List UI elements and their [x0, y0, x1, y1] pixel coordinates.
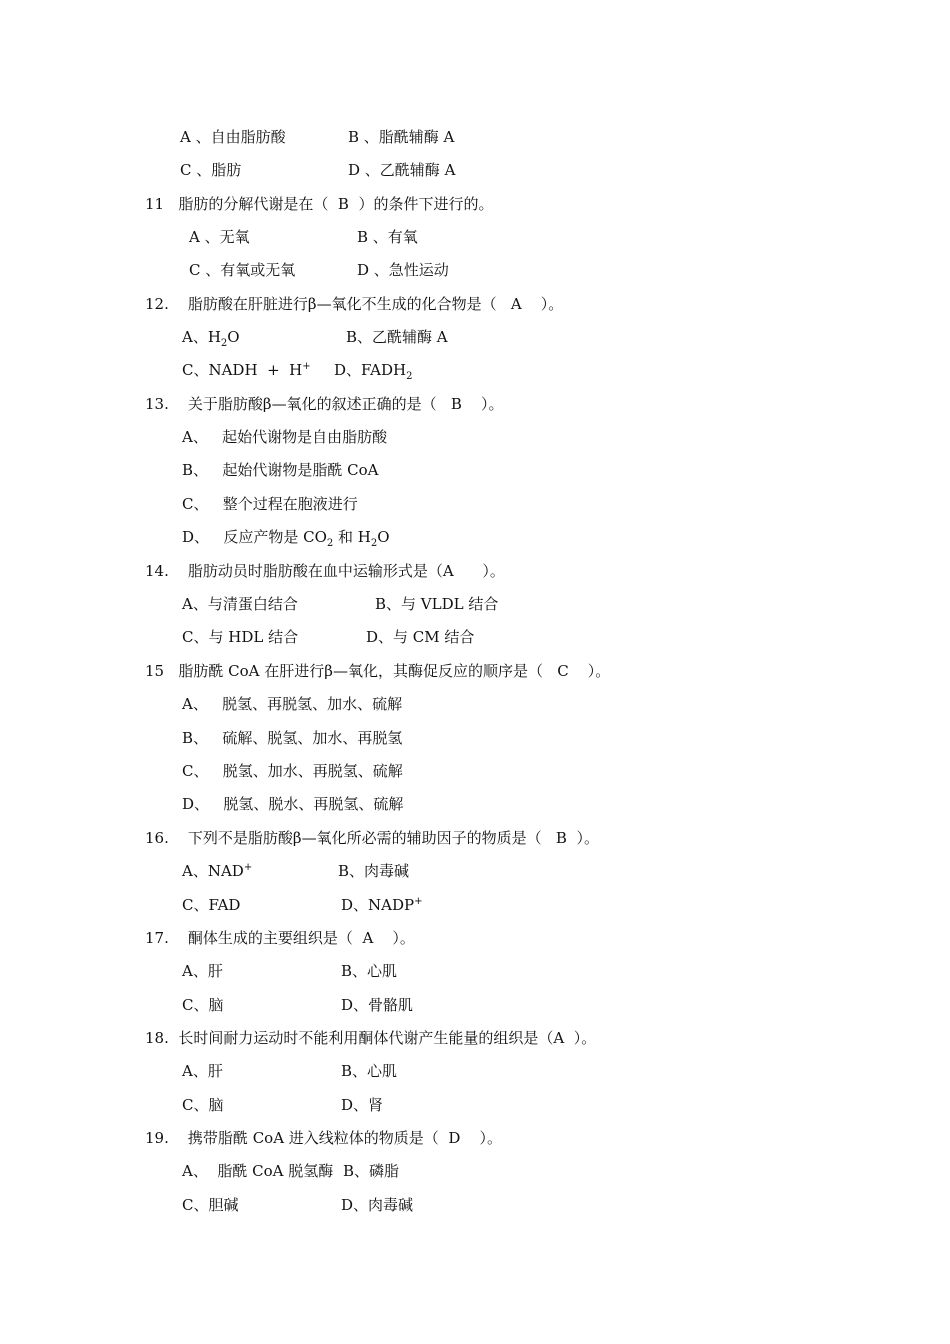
- q12-option-d: D、$FADH_2$: [334, 361, 413, 382]
- q14-option-a: A、与清蛋白结合: [182, 595, 298, 613]
- q19-option-c: C、胆碱: [182, 1196, 239, 1214]
- q14-stem: 14. 脂肪动员时脂肪酸在血中运输形式是（A ）。: [145, 562, 505, 580]
- q15-stem: 15 脂肪酰 CoA 在肝进行β—氧化，其酶促反应的顺序是（ C ）。: [145, 662, 611, 680]
- q19-stem: 19. 携带脂酰 CoA 进入线粒体的物质是（ D ）。: [145, 1129, 502, 1147]
- q15-option-b: B、 硫解、脱氢、加水、再脱氢: [182, 729, 403, 747]
- q16-option-b: B、肉毒碱: [338, 862, 410, 880]
- q16-option-c: C、FAD: [182, 896, 241, 914]
- q13-option-b: B、 起始代谢物是脂酰 CoA: [182, 461, 379, 479]
- q18-option-b: B、心肌: [341, 1062, 398, 1080]
- q11-option-a: A 、无氧: [189, 228, 250, 246]
- q19-option-b: B、磷脂: [343, 1162, 400, 1180]
- q19-option-d: D、肉毒碱: [341, 1196, 414, 1214]
- q18-option-a: A、肝: [182, 1062, 223, 1080]
- q14-option-c: C、与 HDL 结合: [182, 628, 299, 646]
- q18-option-c: C、脑: [182, 1096, 224, 1114]
- q17-option-a: A、肝: [182, 962, 223, 980]
- q16-option-d: D、NADP+: [341, 896, 423, 914]
- q17-option-c: C、脑: [182, 996, 224, 1014]
- q13-option-c: C、 整个过程在胞液进行: [182, 495, 358, 513]
- q17-stem: 17. 酮体生成的主要组织是（ A ）。: [145, 929, 415, 947]
- q11-option-c: C 、有氧或无氧: [189, 261, 296, 279]
- q18-option-d: D、肾: [341, 1096, 384, 1114]
- q17-option-d: D、骨骼肌: [341, 996, 414, 1014]
- q14-option-d: D、与 CM 结合: [366, 628, 475, 646]
- q10-option-c: C 、脂肪: [180, 161, 242, 179]
- q10-option-d: D 、乙酰辅酶 A: [348, 161, 456, 179]
- q11-stem: 11 脂肪的分解代谢是在（ B ）的条件下进行的。: [145, 195, 494, 213]
- q15-option-d: D、 脱氢、脱水、再脱氢、硫解: [182, 795, 404, 813]
- q15-option-a: A、 脱氢、再脱氢、加水、硫解: [182, 695, 403, 713]
- q12-stem: 12. 脂肪酸在肝脏进行β—氧化不生成的化合物是（ A ）。: [145, 295, 564, 313]
- q16-option-a: A、NAD+: [182, 862, 253, 880]
- q11-option-d: D 、急性运动: [357, 261, 449, 279]
- q16-stem: 16. 下列不是脂肪酸β—氧化所必需的辅助因子的物质是（ B ）。: [145, 829, 599, 847]
- q15-option-c: C、 脱氢、加水、再脱氢、硫解: [182, 762, 403, 780]
- q18-stem: 18. 长时间耐力运动时不能利用酮体代谢产生能量的组织是（A ）。: [145, 1029, 597, 1047]
- q12-option-c: C、NADH + H+: [182, 361, 311, 379]
- q10-option-b: B 、脂酰辅酶 A: [348, 128, 455, 146]
- q14-option-b: B、与 VLDL 结合: [375, 595, 499, 613]
- q13-option-a: A、 起始代谢物是自由脂肪酸: [182, 428, 388, 446]
- q10-option-a: A 、自由脂肪酸: [180, 128, 286, 146]
- q11-option-b: B 、有氧: [357, 228, 418, 246]
- q17-option-b: B、心肌: [341, 962, 398, 980]
- q12-option-a: A、$H_2O$: [182, 328, 240, 349]
- q19-option-a: A、 脂酰 CoA 脱氢酶: [182, 1162, 334, 1180]
- q13-option-d: D、 反应产物是 $CO_2$ 和 $H_2O$: [182, 528, 390, 549]
- q12-option-b: B、乙酰辅酶 A: [346, 328, 448, 346]
- q13-stem: 13. 关于脂肪酸β—氧化的叙述正确的是（ B ）。: [145, 395, 504, 413]
